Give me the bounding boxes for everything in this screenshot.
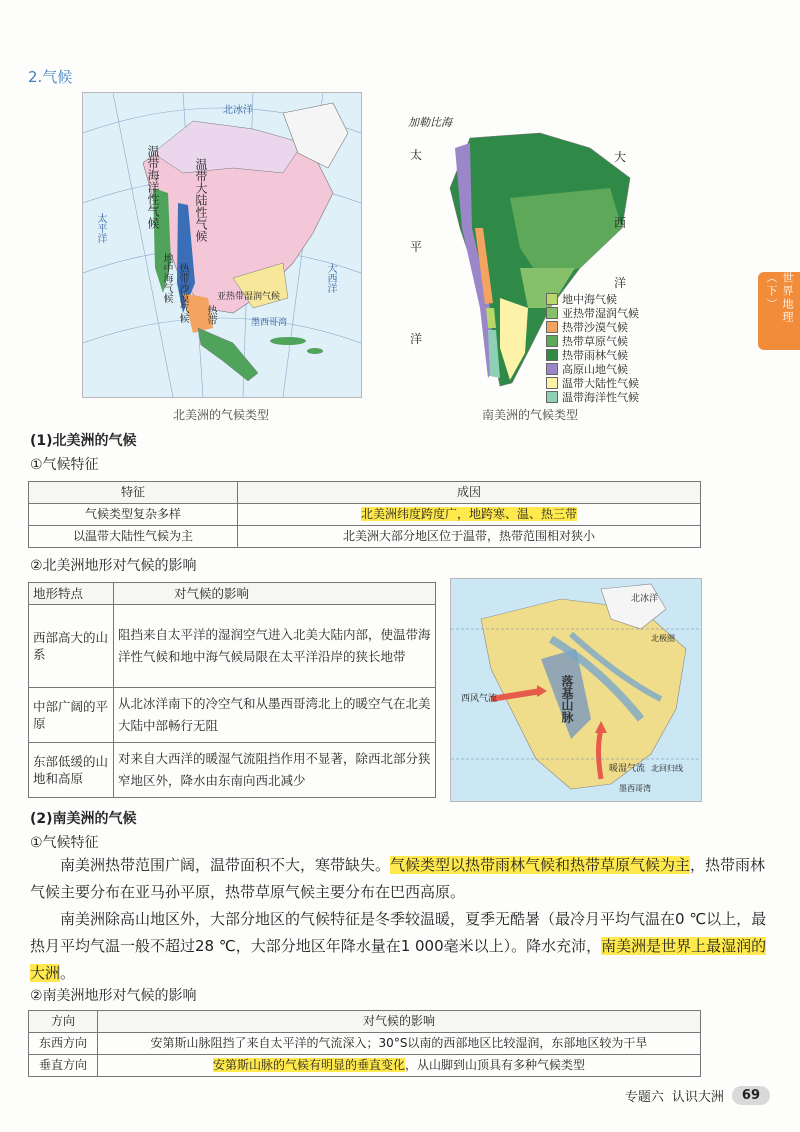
- na-label-atlantic: 大西洋: [325, 263, 336, 293]
- legend-swatch: [546, 391, 558, 403]
- legend-item: [546, 306, 639, 320]
- airflow-label-gulf: 墨西哥湾: [619, 784, 651, 793]
- sa-legend: [546, 292, 639, 404]
- footer-topic: 专题六: [624, 1090, 664, 1105]
- legend-label: 热带雨林气候: [562, 349, 628, 362]
- table-na-terrain: [28, 582, 436, 798]
- table-na-features: [28, 481, 701, 548]
- sa-label-pacific-2: 平: [410, 240, 423, 254]
- legend-label: 高原山地气候: [562, 363, 628, 376]
- footer-title: 认识大洲: [671, 1090, 724, 1105]
- table2-cell: 东部低缓的山地和高原: [29, 743, 114, 798]
- table3-cell: [98, 1055, 701, 1077]
- page-footer: [625, 1086, 770, 1105]
- table3-after: ，从山脚到山顶具有多种气候类型: [405, 1058, 586, 1072]
- table-sa-terrain: [28, 1010, 701, 1077]
- table1-highlight: 北美洲纬度跨度广，地跨寒、温、热三带: [360, 507, 577, 521]
- legend-item: [546, 320, 639, 334]
- table2-cell: 阻挡来自太平洋的湿润空气进入北美大陆内部，使温带海洋性气候和地中海气候局限在太平洋沿岸的狭长地带: [114, 605, 436, 688]
- legend-item: [546, 362, 639, 376]
- na-airflow-map: [450, 578, 702, 802]
- legend-label: 温带海洋性气候: [562, 391, 639, 404]
- legend-swatch: [546, 293, 558, 305]
- na-label-temperate-maritime: 温带海洋性气候: [146, 145, 160, 229]
- legend-label: 热带沙漠气候: [562, 321, 628, 334]
- table1-cell: 以温带大陆性气候为主: [29, 526, 238, 548]
- na-climate-map: [82, 92, 362, 398]
- airflow-label-tropic: 北回归线: [651, 764, 683, 773]
- table-row: [29, 1055, 701, 1077]
- na-sub2: ②北美洲地形对气候的影响: [30, 558, 197, 574]
- table-row: [29, 1033, 701, 1055]
- legend-item: [546, 292, 639, 306]
- para1-before: 南美洲热带范围广阔，温带面积不大，寒带缺失。: [60, 856, 391, 874]
- legend-swatch: [546, 321, 558, 333]
- para2-after: 。: [60, 964, 76, 982]
- legend-item: [546, 348, 639, 362]
- table1-cell: [238, 504, 701, 526]
- airflow-label-warm: 暖湿气流: [609, 764, 646, 774]
- legend-item: [546, 376, 639, 390]
- legend-label: 亚热带湿润气候: [562, 307, 639, 320]
- na-map-graphic: [83, 93, 361, 397]
- para1-after: ，热带雨林气候主要分布在亚马孙平原，热带草原气候主要分布在巴西高原。: [30, 856, 766, 901]
- airflow-label-westerly: 西风气流: [461, 694, 498, 704]
- table2-cell: 从北冰洋南下的冷空气和从墨西哥湾北上的暖空气在北美大陆中部畅行无阻: [114, 688, 436, 743]
- table1-header-feature: 特征: [29, 482, 238, 504]
- table3-highlight: 安第斯山脉的气候有明显的垂直变化: [212, 1058, 405, 1072]
- table-row: [29, 504, 701, 526]
- para1-highlight: 气候类型以热带雨林气候和热带草原气候为主: [390, 856, 691, 874]
- table2-header-terrain: 地形特点: [29, 583, 114, 605]
- table2-header-effect: 对气候的影响: [114, 583, 436, 605]
- legend-item: [546, 390, 639, 404]
- para2-before: 南美洲除高山地区外，大部分地区的气候特征是冬季较温暖，夏季无酷暑（最冷月平均气温在0 ℃以上，最热月平均气温一般不超过28 ℃，大部分地区年降水量在1 000毫米以上）。降水充沛，: [30, 910, 767, 955]
- sa-label-atlantic-2: 西: [614, 216, 627, 230]
- airflow-label-arctic-circle: 北极圈: [651, 634, 675, 643]
- table2-cell: 对来自大西洋的暖湿气流阻挡作用不显著，除西北部分狭窄地区外，降水由东南向西北减少: [114, 743, 436, 798]
- sa-map-caption: 南美洲的气候类型: [481, 408, 578, 422]
- table2-cell: 西部高大的山系: [29, 605, 114, 688]
- legend-label: 热带草原气候: [562, 335, 628, 348]
- na-heading: (1)北美洲的气候: [30, 433, 137, 449]
- table3-cell: 安第斯山脉阻挡了来自太平洋的气流深入；30°S以南的西部地区比较湿润，东部地区较为干旱: [98, 1033, 701, 1055]
- na-label-mediterranean: 地中海气候: [161, 253, 172, 303]
- table-row: [29, 743, 436, 798]
- sa-climate-map: [400, 108, 660, 404]
- table3-header-effect: 对气候的影响: [98, 1011, 701, 1033]
- sa-label-caribbean: 加勒比海: [408, 116, 452, 129]
- legend-swatch: [546, 349, 558, 361]
- sa-paragraph-2: [30, 906, 770, 987]
- na-label-arctic: 北冰洋: [223, 105, 253, 116]
- legend-swatch: [546, 335, 558, 347]
- airflow-label-arctic: 北冰洋: [631, 594, 659, 604]
- table1-cell: 北美洲大部分地区位于温带，热带范围相对狭小: [238, 526, 701, 548]
- na-label-tropical: 热带: [205, 305, 216, 325]
- table3-cell: 垂直方向: [29, 1055, 98, 1077]
- na-label-gulf: 墨西哥湾: [251, 318, 288, 328]
- legend-label: 温带大陆性气候: [562, 377, 639, 390]
- table1-cell: 气候类型复杂多样: [29, 504, 238, 526]
- sa-sub2: ②南美洲地形对气候的影响: [30, 988, 197, 1004]
- para2-highlight: 南美洲是世界上最湿润的大洲: [30, 937, 767, 982]
- legend-swatch: [546, 307, 558, 319]
- na-label-desert: 热带沙漠气候: [177, 263, 188, 323]
- sa-paragraph-1: [30, 852, 770, 906]
- na-label-subtropical: 亚热带湿润气候: [217, 292, 281, 302]
- sa-label-pacific-1: 太: [410, 148, 423, 162]
- section-title: 2.气候: [28, 68, 73, 86]
- sa-sub1: ①气候特征: [30, 835, 99, 851]
- sa-heading: (2)南美洲的气候: [30, 811, 137, 827]
- table2-cell: 中部广阔的平原: [29, 688, 114, 743]
- side-tab: 世界地理（下）: [758, 272, 800, 350]
- legend-swatch: [546, 363, 558, 375]
- na-sub1: ①气候特征: [30, 457, 99, 473]
- sa-label-pacific-3: 洋: [410, 332, 423, 346]
- legend-swatch: [546, 377, 558, 389]
- na-map-caption: 北美洲的气候类型: [172, 408, 269, 422]
- na-label-pacific: 太平洋: [95, 213, 106, 243]
- legend-item: [546, 334, 639, 348]
- table3-header-direction: 方向: [29, 1011, 98, 1033]
- table3-cell: 东西方向: [29, 1033, 98, 1055]
- table-row: [29, 526, 701, 548]
- airflow-label-mountains: 落基山脉: [560, 675, 574, 723]
- page-number: 69: [732, 1086, 770, 1105]
- sa-label-atlantic-3: 洋: [614, 276, 627, 290]
- legend-label: 地中海气候: [562, 293, 617, 306]
- table1-header-cause: 成因: [238, 482, 701, 504]
- table-row: [29, 688, 436, 743]
- sa-label-atlantic-1: 大: [614, 150, 627, 164]
- table-row: [29, 605, 436, 688]
- na-label-temperate-continental: 温带大陆性气候: [194, 158, 208, 242]
